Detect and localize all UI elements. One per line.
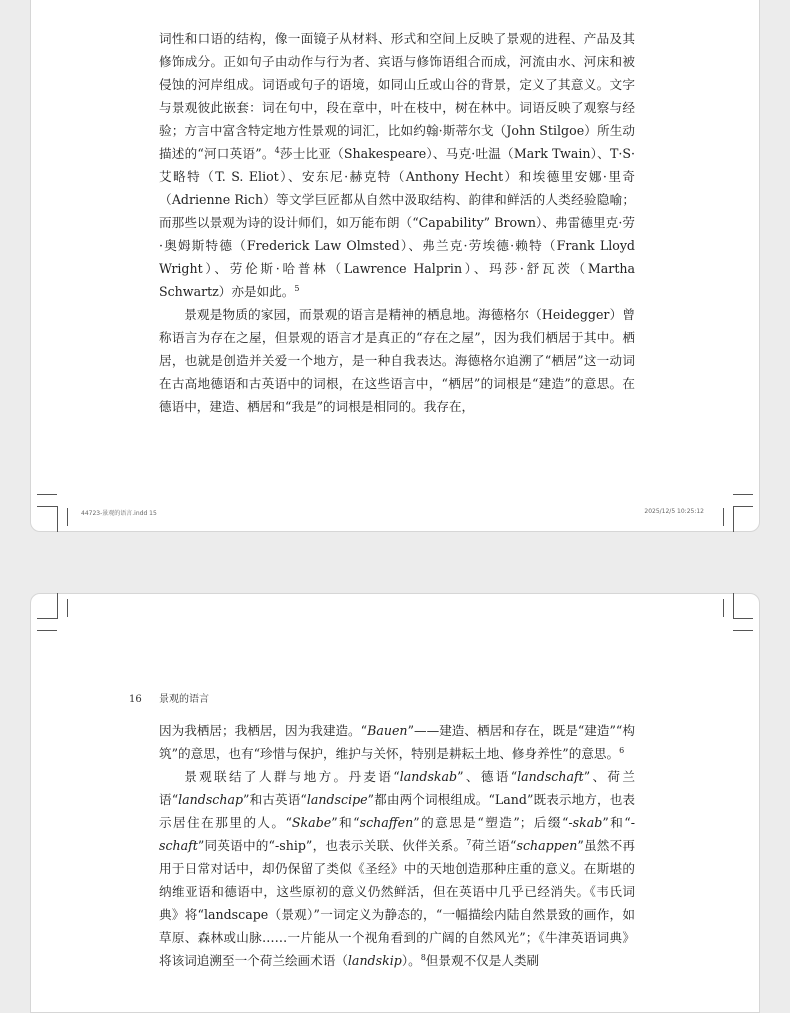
crop-mark: [733, 506, 753, 507]
footnote-marker: 5: [294, 283, 300, 293]
text-run: 因为我栖居；我栖居，因为我建造。“: [159, 723, 368, 738]
italic-term: schappen: [516, 838, 578, 853]
crop-mark: [733, 494, 753, 495]
text-run: ”和“: [602, 815, 631, 830]
crop-mark: [733, 506, 734, 532]
page-15: [30, 0, 760, 532]
page-16: [30, 593, 760, 1013]
text-run: ）。: [401, 953, 421, 968]
italic-term: Skabe: [291, 815, 332, 830]
text-run: ”同英语中的“-ship”，也表示关联、伙伴关系。: [197, 838, 467, 853]
slug-timestamp: 2025/12/5 10:25:12: [644, 508, 704, 515]
crop-mark: [723, 599, 724, 617]
page-16-body-text: [159, 719, 635, 972]
italic-term: Bauen: [367, 723, 408, 738]
italic-term: landskip: [347, 953, 402, 968]
italic-term: schaffen: [359, 815, 414, 830]
text-run: ”、荷兰语“: [159, 769, 635, 807]
footnote-marker: 8: [420, 952, 426, 962]
slug-filename: 44723-景观的语言.indd 15: [81, 510, 157, 517]
page-16-paragraph: [159, 765, 635, 972]
crop-mark: [57, 506, 58, 532]
text-run: ”和“: [331, 815, 360, 830]
crop-mark: [57, 593, 58, 619]
text-run: ”——建造、栖居和存在，既是“建造”“构筑”的意思，也有“珍惜与保护，维护与关怀，特别是耕耘土地、修身养性”的意思。: [159, 723, 635, 761]
crop-mark: [733, 630, 753, 631]
running-head-title: 景观的语言: [159, 694, 209, 705]
text-run: ”虽然不再用于日常对话中，却仍保留了类似《圣经》中的天地创造那种庄重的意义。在斯堪的纳维亚语和德语中，这些原初的意义仍然鲜活，但在英语中几乎已经消失。《韦氏词典》将“landscape（景观）”一词定义为静态的，“一幅描绘内陆自然景致的画作，如草原、森林或山脉……一片能从一个视角看到的广阔的自然风光”；《牛津英语词典》将该词追溯至一个荷兰绘画术语（: [159, 838, 635, 968]
italic-term: landskab: [399, 769, 458, 784]
italic-term: -skab: [568, 815, 603, 830]
crop-mark: [67, 599, 68, 617]
text-run: ”的意思是“塑造”；后缀“: [413, 815, 569, 830]
text-run: 莎士比亚（Shakespeare）、马克·吐温（Mark Twain）、T·S·艾略特（T. S. Eliot）、安东尼·赫克特（Anthony Hecht）和埃德里安娜·里奇（Adrienne Rich）等文学巨匠都从自然中汲取结构、韵律和鲜活的人类经验隐喻；而那些以景观为诗的设计师们，如万能布朗（“Capability” Brown）、弗雷德里克·劳·奥姆斯特德（Frederick Law Olmsted）、弗兰克·劳埃德·赖特（Frank Lloyd Wright）、劳伦斯·哈普林（Lawrence Halprin）、玛莎·舒瓦茨（Martha Schwartz）亦是如此。: [159, 146, 635, 299]
footnote-marker: 7: [466, 837, 472, 847]
crop-mark: [733, 593, 734, 619]
page-15-paragraph: [159, 303, 635, 418]
text-run: ”、德语“: [457, 769, 518, 784]
footnote-marker: 6: [619, 745, 625, 755]
italic-term: landscipe: [306, 792, 368, 807]
page-15-body-text: [159, 27, 635, 418]
text-run: ”和古英语“: [243, 792, 307, 807]
crop-mark: [37, 630, 57, 631]
text-run: 荷兰语“: [471, 838, 517, 853]
crop-mark: [37, 506, 57, 507]
crop-mark: [37, 494, 57, 495]
crop-mark: [67, 508, 68, 526]
text-run: 景观是物质的家园，而景观的语言是精神的栖息地。海德格尔（Heidegger）曾称语言为存在之屋，但景观的语言才是真正的“存在之屋”，因为我们栖居于其中。栖居，也就是创造并关爱一个地方，是一种自我表达。海德格尔追溯了“栖居”这一动词在古高地德语和古英语中的词根，在这些语言中，“栖居”的词根是“建造”的意思。在德语中，建造、栖居和“我是”的词根是相同的。我存在，: [159, 307, 635, 414]
italic-term: -schaft: [159, 815, 635, 853]
italic-term: landschaft: [517, 769, 584, 784]
page-16-paragraph: [159, 719, 635, 765]
crop-mark: [37, 618, 57, 619]
page-number: 16: [129, 694, 142, 705]
text-run: 景观联结了人群与地方。丹麦语“: [184, 769, 400, 784]
text-run: 词性和口语的结构，像一面镜子从材料、形式和空间上反映了景观的进程、产品及其修饰成分。正如句子由动作与行为者、宾语与修饰语组合而成，河流由水、河床和被侵蚀的河岸组成。词语或句子的语境，如同山丘或山谷的背景，定义了其意义。文字与景观彼此嵌套：词在句中，段在章中，叶在枝中，树在林中。词语反映了观察与经验；方言中富含特定地方性景观的词汇，比如约翰·斯蒂尔戈（John Stilgoe）所生动描述的“河口英语”。: [159, 31, 635, 161]
footnote-marker: 4: [274, 145, 280, 155]
text-run: 但景观不仅是人类刷: [425, 953, 540, 968]
crop-mark: [733, 618, 753, 619]
crop-mark: [723, 508, 724, 526]
text-run: ”都由两个词根组成。“Land”既表示地方，也表示居住在那里的人。“: [159, 792, 635, 830]
page-15-paragraph: [159, 27, 635, 303]
running-head: [129, 690, 209, 705]
italic-term: landschap: [178, 792, 244, 807]
